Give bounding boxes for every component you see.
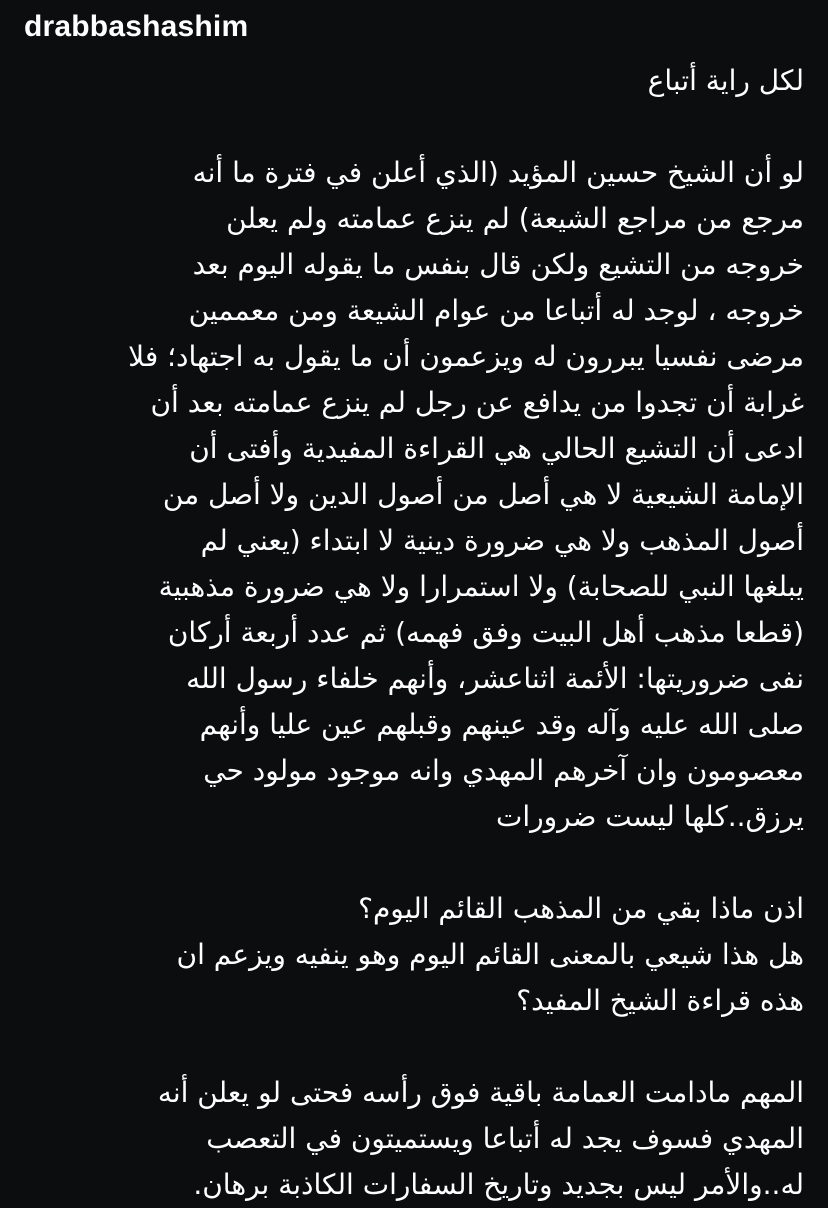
paragraph-3-line: المهم مادامت العمامة باقية فوق رأسه فحتى لو يعلن أنه [157,1076,804,1109]
paragraph-1-line: مرضى نفسيا يبررون له ويزعمون أن ما يقول به اجتهاد؛ فلا [128,340,804,373]
paragraph-1-line: يرزق..كلها ليست ضرورات [496,800,804,833]
paragraph-2-line: هذه قراءة الشيخ المفيد؟ [516,984,804,1017]
paragraph-1-line: مرجع من مراجع الشيعة) لم ينزع عمامته ولم يعلن [226,202,804,235]
author-username[interactable]: drabbashashim [24,10,249,43]
paragraph-gap [14,104,804,150]
paragraph-3-line: له..والأمر ليس بجديد وتاريخ السفارات الكاذبة برهان. [193,1168,804,1201]
paragraph-1-line: أصول المذهب ولا هي ضرورة دينية لا ابتداء (يعني لم [200,524,804,557]
paragraph-gap [14,1024,804,1070]
paragraph-1-line: لو أن الشيخ حسين المؤيد (الذي أعلن في فترة ما أنه [192,156,804,189]
paragraph-1-line: خروجه من التشيع ولكن قال بنفس ما يقوله اليوم بعد [192,248,804,281]
paragraph-1-line: الإمامة الشيعية لا هي أصل من أصول الدين ولا أصل من [162,478,804,511]
paragraph-1-line: غرابة أن تجدوا من يدافع عن رجل لم ينزع عمامته بعد أن [150,386,804,419]
paragraph-1-line: صلى الله عليه وآله وقد عينهم وقبلهم عين عليا وأنهم [199,708,804,741]
paragraph-1-line: ادعى أن التشيع الحالي هي القراءة المفيدية وأفتى أن [189,432,804,465]
paragraph-1-line: يبلغها النبي للصحابة) ولا استمرارا ولا هي ضرورة مذهبية [158,570,804,603]
post-title: لكل راية أتباع [647,64,804,97]
paragraph-gap [14,840,804,886]
paragraph-1-line: خروجه ، لوجد له أتباعا من عوام الشيعة ومن معممين [188,294,804,327]
paragraph-3-line: المهدي فسوف يجد له أتباعا ويستميتون في التعصب [206,1122,804,1155]
post-body [14,58,804,1208]
paragraph-2-line: اذن ماذا بقي من المذهب القائم اليوم؟ [358,892,804,925]
paragraph-1-line: نفى ضروريتها: الأئمة اثناعشر، وأنهم خلفاء رسول الله [186,662,804,695]
paragraph-2-line: هل هذا شيعي بالمعنى القائم اليوم وهو ينفيه ويزعم ان [176,938,804,971]
paragraph-1-line: معصومون وان آخرهم المهدي وانه موجود مولود حي [203,754,804,787]
paragraph-1-line: (قطعا مذهب أهل البيت وفق فهمه) ثم عدد أربعة أركان [167,616,804,649]
